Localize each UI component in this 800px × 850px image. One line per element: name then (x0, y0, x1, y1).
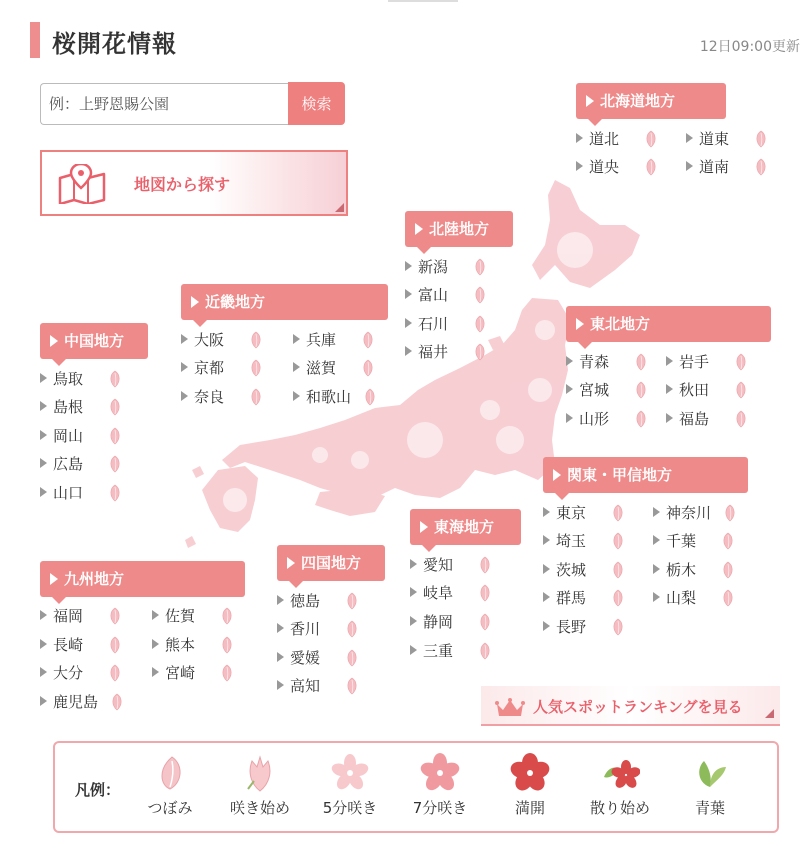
bud-icon (723, 504, 737, 522)
start-bloom-icon (240, 753, 280, 793)
bud-icon (220, 664, 234, 682)
bud-icon (634, 381, 648, 399)
pref-okayama[interactable]: 岡山 (40, 425, 83, 447)
region-tohoku-label: 東北地方 (590, 315, 651, 333)
pref-shiga[interactable]: 滋賀 (293, 357, 336, 379)
pref-nara[interactable]: 奈良 (181, 386, 224, 408)
legend-full-bloom: 満開 (485, 753, 575, 818)
bud-icon (611, 504, 625, 522)
pref-wakayama[interactable]: 和歌山 (293, 386, 351, 408)
region-kanto-header[interactable] (543, 457, 748, 493)
bud-icon (754, 130, 768, 148)
pref-tokushima[interactable]: 徳島 (277, 590, 320, 612)
bud-icon (150, 753, 190, 793)
legend-title: 凡例： (75, 781, 121, 799)
bud-icon (734, 381, 748, 399)
bud-icon (345, 649, 359, 667)
legend-start-bloom: 咲き始め (215, 753, 305, 818)
pref-shimane[interactable]: 島根 (40, 396, 83, 418)
region-kanto-label: 関東・甲信地方 (567, 466, 673, 484)
bud-icon (220, 636, 234, 654)
region-kyushu-label: 九州地方 (64, 570, 125, 588)
pref-mie[interactable]: 三重 (410, 640, 453, 662)
region-tohoku-header[interactable] (566, 306, 771, 342)
pref-niigata[interactable]: 新潟 (405, 256, 448, 278)
bud-icon (108, 607, 122, 625)
region-tokai-header[interactable] (410, 509, 521, 545)
bud-icon (108, 398, 122, 416)
bud-icon (721, 561, 735, 579)
bud-icon (473, 258, 487, 276)
bud-icon (734, 353, 748, 371)
bud-icon (345, 620, 359, 638)
pref-saitama[interactable]: 埼玉 (543, 530, 586, 552)
bud-icon (345, 592, 359, 610)
bud-icon (108, 455, 122, 473)
legend-falling: 散り始め (575, 753, 665, 818)
bud-icon (478, 556, 492, 574)
region-kinki-header[interactable] (181, 284, 388, 320)
pref-tochigi[interactable]: 栃木 (653, 559, 696, 581)
pref-kanagawa[interactable]: 神奈川 (653, 502, 711, 524)
pref-hyogo[interactable]: 兵庫 (293, 329, 336, 351)
pref-miyazaki[interactable]: 宮崎 (152, 662, 195, 684)
region-shikoku-label: 四国地方 (301, 554, 362, 572)
pref-hiroshima[interactable]: 広島 (40, 453, 83, 475)
bud-icon (644, 158, 658, 176)
pref-donan[interactable]: 道南 (686, 156, 729, 178)
bud-icon (478, 584, 492, 602)
ranking-label: 人気スポットランキングを見る (533, 698, 743, 716)
bud-icon (634, 410, 648, 428)
pref-yamanashi[interactable]: 山梨 (653, 587, 696, 609)
legend-bud: つぼみ (125, 753, 215, 818)
pref-oita[interactable]: 大分 (40, 662, 83, 684)
bud-icon (754, 158, 768, 176)
bud-icon (721, 589, 735, 607)
pref-nagasaki[interactable]: 長崎 (40, 634, 83, 656)
bud-icon (249, 388, 263, 406)
pref-kochi[interactable]: 高知 (277, 675, 320, 697)
bud-icon (361, 331, 375, 349)
bud-icon (108, 370, 122, 388)
corner-arrow-icon (765, 709, 774, 718)
pref-gunma[interactable]: 群馬 (543, 587, 586, 609)
pref-dohoku[interactable]: 道北 (576, 128, 619, 150)
bud-icon (734, 410, 748, 428)
pref-aichi[interactable]: 愛知 (410, 554, 453, 576)
pref-yamagata[interactable]: 山形 (566, 408, 609, 430)
pref-kumamoto[interactable]: 熊本 (152, 634, 195, 656)
pref-kagoshima[interactable]: 鹿児島 (40, 691, 98, 713)
update-time: 12日09:00更新 (699, 39, 800, 55)
pref-ishikawa[interactable]: 石川 (405, 313, 448, 335)
bud-icon (473, 343, 487, 361)
legend-green-leaves: 青葉 (665, 753, 755, 818)
pref-shizuoka[interactable]: 静岡 (410, 611, 453, 633)
map-pin-icon (56, 164, 108, 204)
pref-iwate[interactable]: 岩手 (666, 351, 709, 373)
bud-icon (110, 693, 124, 711)
bud-icon (634, 353, 648, 371)
bud-icon (108, 427, 122, 445)
bud-icon (363, 388, 377, 406)
falling-icon (600, 753, 640, 793)
pref-akita[interactable]: 秋田 (666, 379, 709, 401)
region-kinki-label: 近畿地方 (205, 293, 266, 311)
seventy-bloom-icon (420, 753, 460, 793)
page-title: 桜開花情報 (52, 30, 177, 58)
region-shikoku-header[interactable] (277, 545, 385, 581)
region-hokkaido-header[interactable] (576, 83, 726, 119)
title-accent-bar (30, 22, 40, 58)
pref-fukui[interactable]: 福井 (405, 341, 448, 363)
legend (53, 741, 779, 833)
pref-tokyo[interactable]: 東京 (543, 502, 586, 524)
pref-gifu[interactable]: 岐阜 (410, 582, 453, 604)
bud-icon (644, 130, 658, 148)
half-bloom-icon (330, 753, 370, 793)
bud-icon (220, 607, 234, 625)
pref-yamaguchi[interactable]: 山口 (40, 482, 83, 504)
pref-doto[interactable]: 道東 (686, 128, 729, 150)
bud-icon (108, 636, 122, 654)
bud-icon (611, 561, 625, 579)
bud-icon (478, 642, 492, 660)
region-kyushu-header[interactable] (40, 561, 245, 597)
search-button[interactable]: 検索 (288, 82, 345, 125)
bud-icon (721, 532, 735, 550)
pref-saga[interactable]: 佐賀 (152, 605, 195, 627)
bud-icon (611, 532, 625, 550)
pref-tottori[interactable]: 鳥取 (40, 368, 83, 390)
legend-seventy-bloom: 7分咲き (395, 753, 485, 818)
bud-icon (611, 589, 625, 607)
region-chugoku-label: 中国地方 (64, 332, 125, 350)
region-chugoku-header[interactable] (40, 323, 148, 359)
region-tokai-label: 東海地方 (434, 518, 495, 536)
search-input[interactable] (40, 83, 290, 125)
pref-ehime[interactable]: 愛媛 (277, 647, 320, 669)
pref-fukuoka[interactable]: 福岡 (40, 605, 83, 627)
pref-kagawa[interactable]: 香川 (277, 618, 320, 640)
bud-icon (108, 484, 122, 502)
bud-icon (361, 359, 375, 377)
bud-icon (108, 664, 122, 682)
bud-icon (478, 613, 492, 631)
region-hokuriku-label: 北陸地方 (429, 220, 490, 238)
full-bloom-icon (510, 753, 550, 793)
pref-nagano[interactable]: 長野 (543, 616, 586, 638)
ranking-button[interactable] (481, 686, 780, 726)
bud-icon (249, 331, 263, 349)
pref-aomori[interactable]: 青森 (566, 351, 609, 373)
bud-icon (249, 359, 263, 377)
pref-kyoto[interactable]: 京都 (181, 357, 224, 379)
pref-miyagi[interactable]: 宮城 (566, 379, 609, 401)
pref-osaka[interactable]: 大阪 (181, 329, 224, 351)
pref-doo[interactable]: 道央 (576, 156, 619, 178)
pref-toyama[interactable]: 富山 (405, 284, 448, 306)
map-search-label: 地図から探す (134, 175, 231, 194)
bud-icon (473, 315, 487, 333)
pref-fukushima[interactable]: 福島 (666, 408, 709, 430)
crown-icon (495, 698, 525, 718)
region-hokuriku-header[interactable] (405, 211, 513, 247)
region-hokkaido-label: 北海道地方 (600, 92, 676, 110)
legend-half-bloom: 5分咲き (305, 753, 395, 818)
bud-icon (473, 286, 487, 304)
top-divider (388, 0, 458, 2)
bud-icon (611, 618, 625, 636)
green-leaves-icon (690, 753, 730, 793)
pref-chiba[interactable]: 千葉 (653, 530, 696, 552)
pref-ibaraki[interactable]: 茨城 (543, 559, 586, 581)
bud-icon (345, 677, 359, 695)
